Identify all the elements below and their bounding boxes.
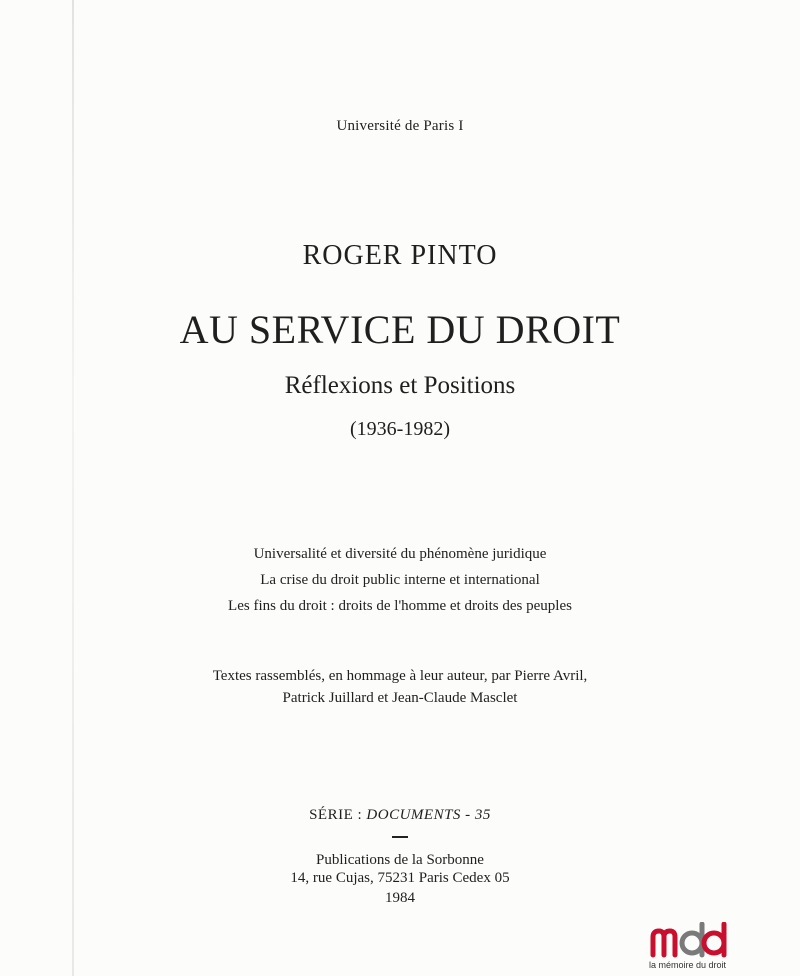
university-name: Université de Paris I: [336, 118, 464, 134]
series-info: [0, 807, 800, 824]
separator-dash: [392, 836, 408, 838]
publisher-address: 14, rue Cujas, 75231 Paris Cedex 05: [290, 870, 510, 886]
topic-line: Universalité et diversité du phénomène juridique: [253, 546, 547, 562]
page-fold-shadow: [72, 0, 74, 976]
date-range: (1936-1982): [350, 418, 450, 440]
publication-year: 1984: [385, 890, 415, 906]
logo-tagline: la mémoire du droit: [649, 960, 727, 970]
publisher-name: Publications de la Sorbonne: [316, 852, 484, 868]
mdd-logo-icon: [650, 922, 730, 958]
editors-credit-line: Patrick Juillard et Jean-Claude Masclet: [282, 690, 518, 706]
mdd-watermark-logo: [645, 922, 795, 972]
series-separator: -: [460, 807, 475, 823]
book-subtitle: Réflexions et Positions: [284, 372, 516, 399]
topic-line: Les fins du droit : droits de l'homme et droits des peuples: [228, 598, 572, 614]
author-name: ROGER PINTO: [302, 240, 498, 271]
series-number: 35: [474, 807, 491, 823]
editors-credit-line: Textes rassemblés, en hommage à leur auteur, par Pierre Avril,: [212, 668, 588, 684]
series-name: DOCUMENTS: [366, 807, 461, 823]
series-prefix: SÉRIE :: [309, 807, 367, 823]
book-title: AU SERVICE DU DROIT: [179, 307, 621, 352]
topic-line: La crise du droit public interne et international: [260, 572, 540, 588]
